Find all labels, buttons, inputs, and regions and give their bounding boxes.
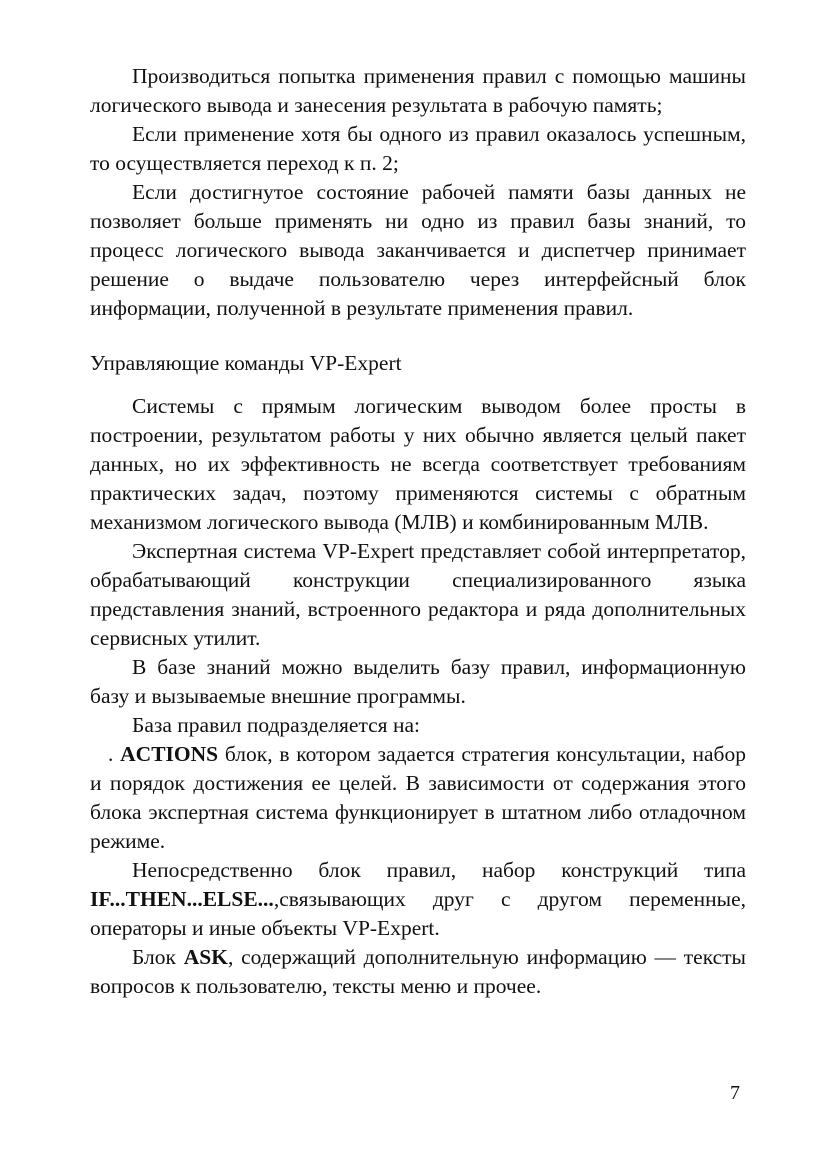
list-item-actions xyxy=(90,740,746,856)
list-item-rules-block xyxy=(90,856,746,943)
list-item-ask-block xyxy=(90,943,746,1001)
ask-text-after: , содержащий дополнительную информацию — тексты вопросов к пользователю, тексты меню и прочее. xyxy=(90,945,746,998)
paragraph-rule-base-intro: База правил подразделяется на: xyxy=(132,713,420,737)
bullet-mark: . xyxy=(108,742,114,766)
section-heading: Управляющие команды VP-Expert xyxy=(90,351,402,375)
paragraph-vp-expert-description: Экспертная система VP-Expert представляет собой интерпретатор, обрабатывающий конструкции специализированного языка представления знаний, встроенного редактора и ряда дополнительных сервисных утилит. xyxy=(90,539,746,650)
page-body xyxy=(90,62,746,1001)
paragraph-inference-end: Если достигнутое состояние рабочей памяти базы данных не позволяет больше применять ни одно из правил базы знаний, то процесс логического вывода заканчивается и диспетчер принимает решение о выдаче пользователю через интерфейсный блок информации, полученной в результате применения правил. xyxy=(90,180,746,320)
paragraph-forward-inference: Системы с прямым логическим выводом более просты в построении, результатом работы у них обычно является целый пакет данных, но их эффективность не всегда соответствует требованиям практических задач, поэтому применяются системы с обратным механизмом логического вывода (МЛВ) и комбинированным МЛВ. xyxy=(90,394,746,534)
rules-text-before: Непосредственно блок правил, набор конструкций типа xyxy=(132,858,746,882)
keyword-actions: ACTIONS xyxy=(120,742,219,766)
paragraph-success-transition: Если применение хотя бы одного из правил оказалось успешным, то осуществляется переход к п. 2; xyxy=(90,122,746,175)
paragraph-apply-rules: Производиться попытка применения правил с помощью машины логического вывода и занесения результата в рабочую память; xyxy=(90,64,746,117)
actions-description: блок, в котором задается стратегия консультации, набор и порядок достижения ее целей. В зависимости от содержания этого блока экспертная система функционирует в штатном либо отладочном режиме. xyxy=(90,742,746,853)
paragraph-knowledge-base: В базе знаний можно выделить базу правил, информационную базу и вызываемые внешние программы. xyxy=(90,655,746,708)
keyword-ask: ASK xyxy=(183,945,228,969)
page-number: 7 xyxy=(730,1082,740,1104)
keyword-if-then-else: IF...THEN...ELSE... xyxy=(90,887,274,911)
ask-text-before: Блок xyxy=(132,945,184,969)
rules-text-after: ,связывающих друг с другом переменные, операторы и иные объекты VP-Expert. xyxy=(90,887,746,940)
